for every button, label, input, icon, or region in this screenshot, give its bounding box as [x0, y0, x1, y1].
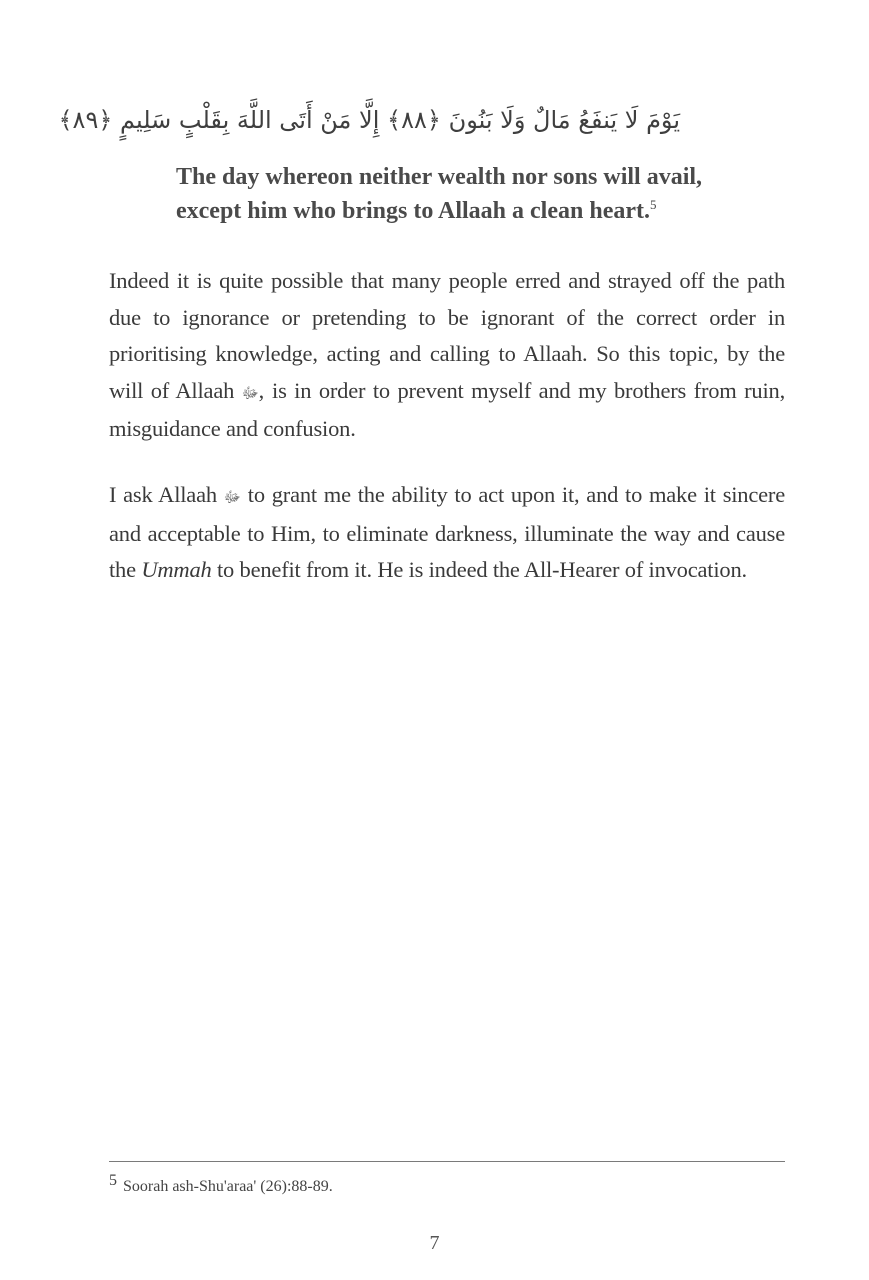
paragraph-2 — [109, 477, 785, 589]
paragraph-2-text-b: to grant me the ability to act upon it, and to make it sincere and acceptable to Him, to eliminate darkness, illuminate the way and cause the — [109, 482, 786, 582]
verse-line-2-text: except him who brings to Allaah a clean heart. — [176, 198, 650, 224]
footnote-number: 5 — [109, 1172, 117, 1189]
paragraph-1-text-b: , is in order to prevent myself and my brothers from ruin, misguidance and confusion. — [109, 377, 786, 441]
arabic-verse: يَوْمَ لَا يَنفَعُ مَالٌ وَلَا بَنُونَ ﴿٨٨﴾ إِلَّا مَنْ أَتَى اللَّهَ بِقَلْبٍ سَلِيمٍ ﴿٨٩﴾ — [58, 106, 680, 134]
verse-line-2 — [176, 194, 736, 228]
honorific-glyph-icon: ﷻ — [223, 488, 241, 506]
footnote-divider — [109, 1161, 785, 1162]
honorific-glyph-icon: ﷻ — [241, 383, 259, 402]
italic-term: Ummah — [141, 557, 212, 582]
paragraph-2-text-a: I ask Allaah — [109, 482, 224, 507]
verse-line-1: The day whereon neither wealth nor sons will avail, — [176, 164, 703, 190]
footnote — [109, 1172, 333, 1196]
page-number: 7 — [429, 1232, 440, 1254]
footnote-text: Soorah ash-Shu'araa' (26):88-89. — [123, 1178, 333, 1195]
paragraph-2-text-c: to benefit from it. He is indeed the All-Hearer of invocation. — [211, 557, 747, 582]
paragraph-1-text-a: Indeed it is quite possible that many people erred and strayed off the path due to ignorance or pretending to be ignorant of the correct order in prioritising knowledge, acting and calling to Allaah. So this topic, by the will of Allaah — [109, 268, 785, 403]
paragraph-1 — [109, 263, 785, 448]
footnote-reference[interactable]: 5 — [650, 197, 657, 212]
verse-translation — [176, 160, 736, 228]
